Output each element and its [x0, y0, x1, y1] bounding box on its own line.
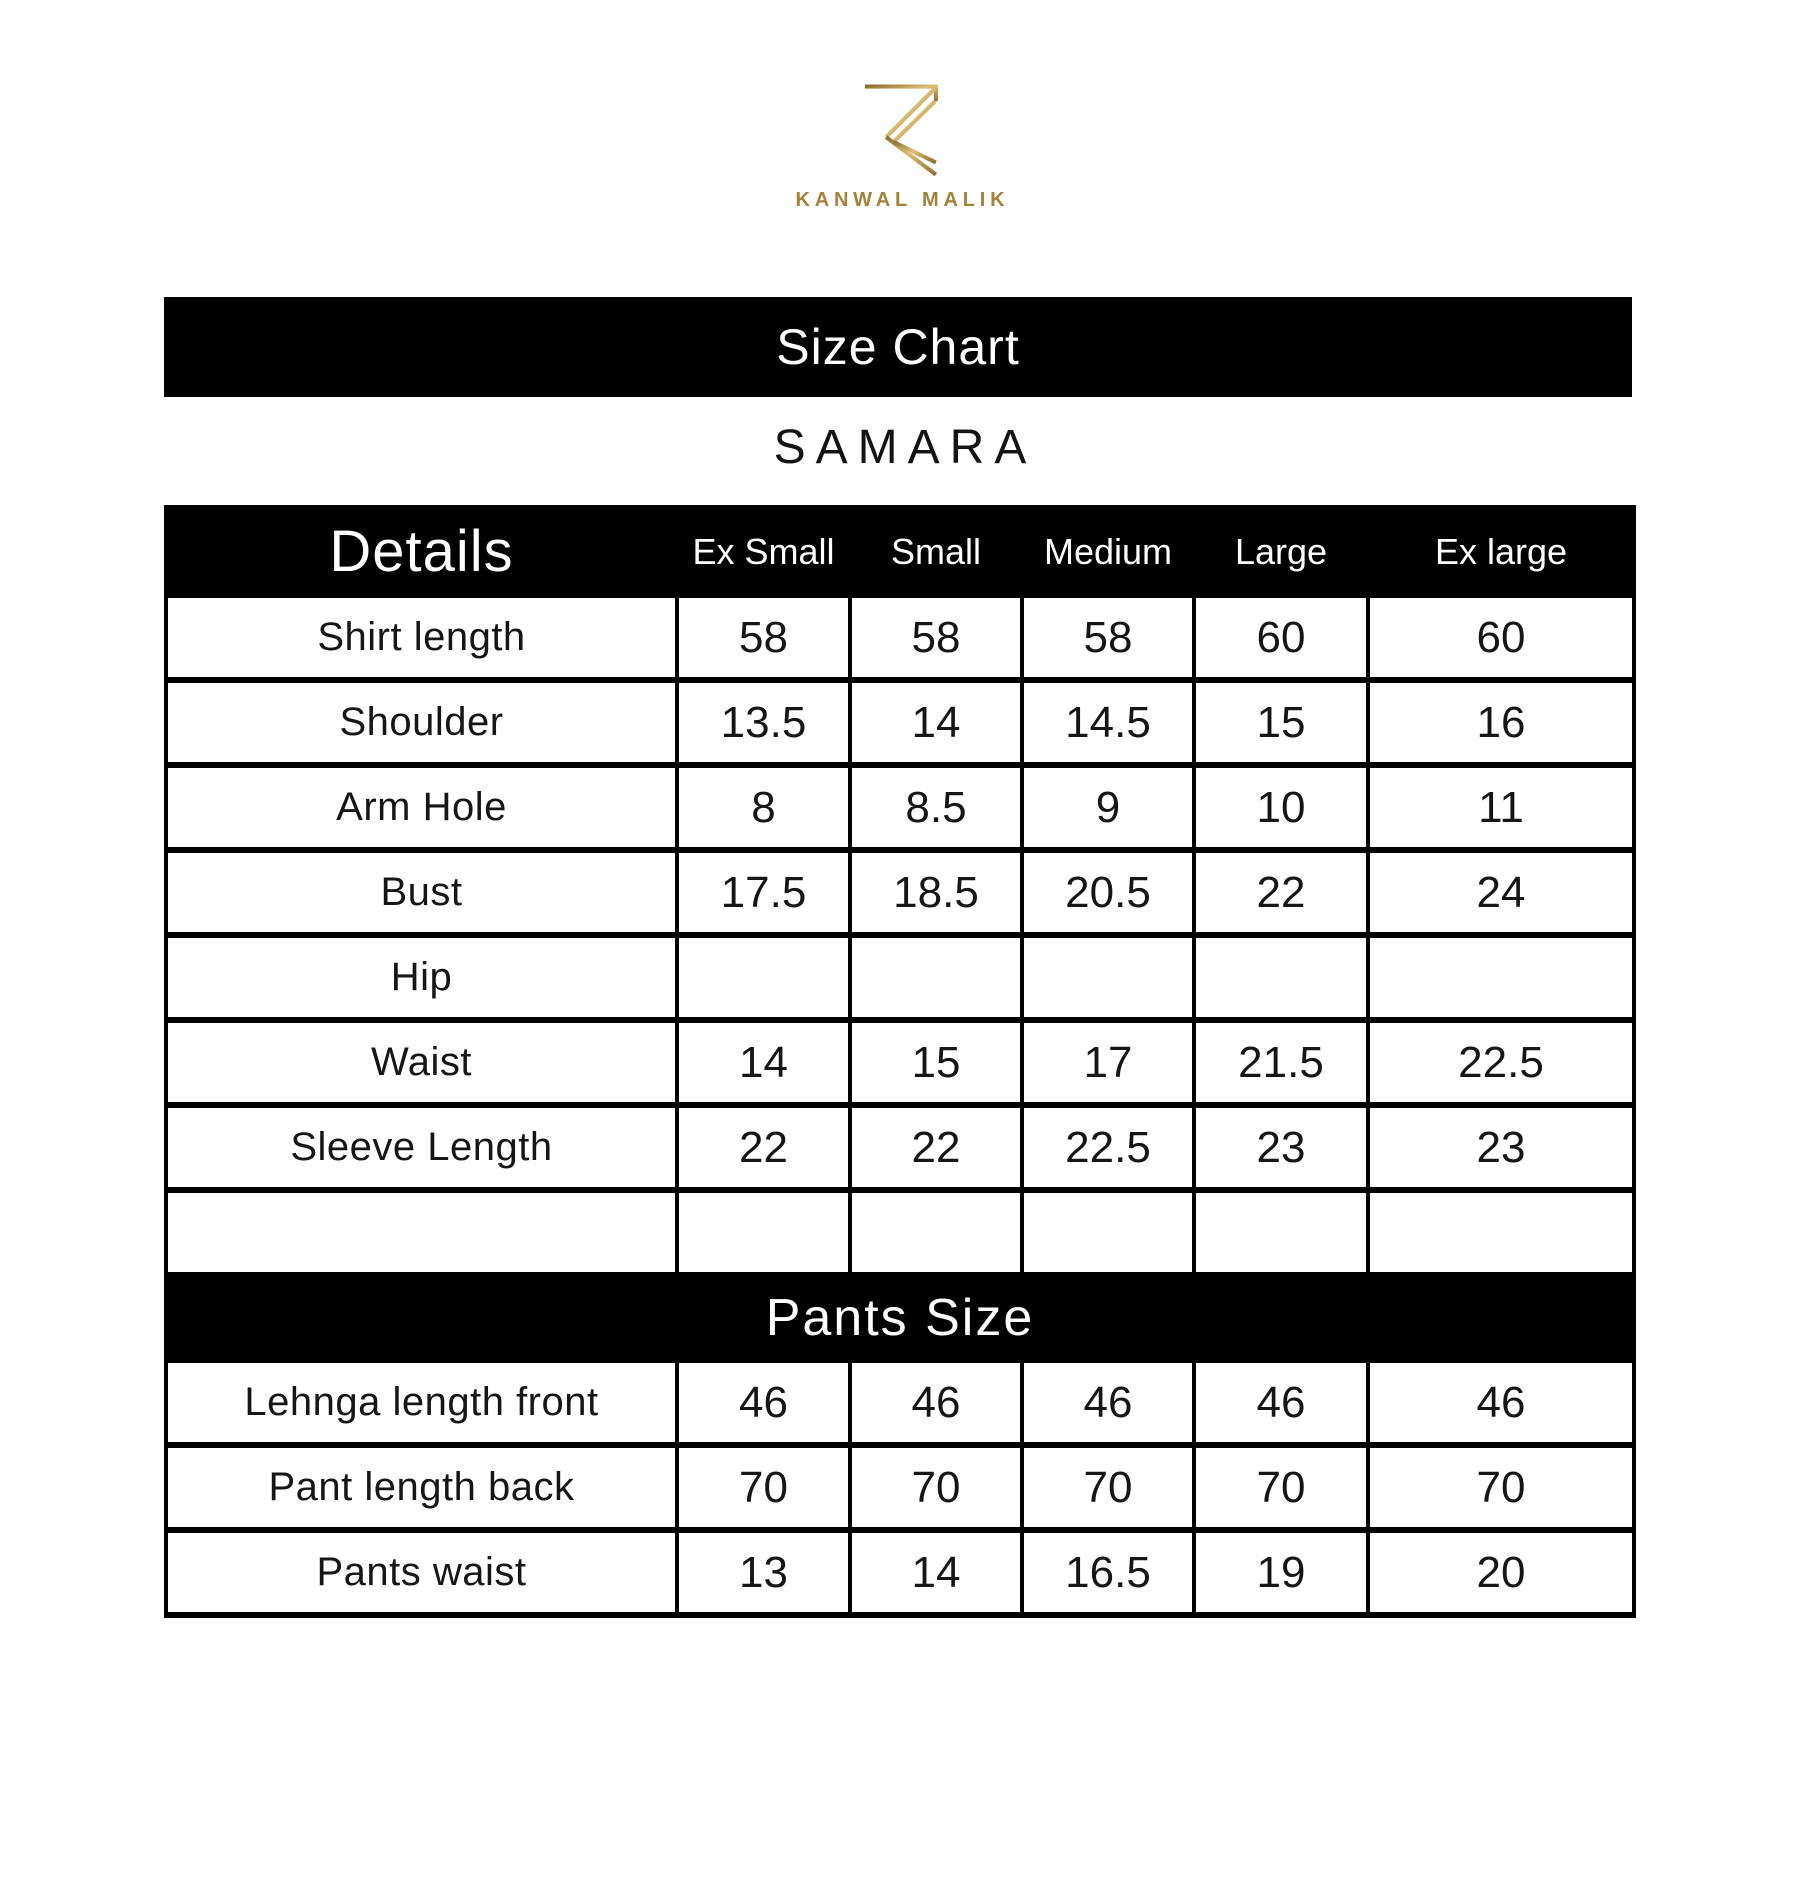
measurement-value: 16 — [1368, 680, 1634, 765]
measurement-value — [677, 935, 850, 1020]
measurement-value: 70 — [677, 1445, 850, 1530]
measurement-value: 70 — [1368, 1445, 1634, 1530]
measurement-value — [1194, 935, 1368, 1020]
measurement-value — [850, 1190, 1022, 1275]
measurement-value: 46 — [1368, 1360, 1634, 1445]
table-row — [166, 935, 1634, 1020]
measurement-value: 23 — [1368, 1105, 1634, 1190]
measurement-label: Lehnga length front — [166, 1360, 677, 1445]
measurement-value: 17.5 — [677, 850, 850, 935]
measurement-value: 58 — [850, 595, 1022, 680]
measurement-value: 14 — [850, 1530, 1022, 1615]
column-header-medium: Medium — [1022, 508, 1194, 595]
measurement-value: 14.5 — [1022, 680, 1194, 765]
table-row — [166, 850, 1634, 935]
measurement-value: 10 — [1194, 765, 1368, 850]
measurement-value — [1368, 1190, 1634, 1275]
measurement-value: 13.5 — [677, 680, 850, 765]
table-row — [166, 1530, 1634, 1615]
table-row — [166, 680, 1634, 765]
measurement-value — [1022, 935, 1194, 1020]
column-header-large: Large — [1194, 508, 1368, 595]
table-row — [166, 595, 1634, 680]
measurement-value: 58 — [677, 595, 850, 680]
measurement-value: 15 — [850, 1020, 1022, 1105]
measurement-label: Shoulder — [166, 680, 677, 765]
kanwal-malik-monogram-icon — [858, 80, 942, 182]
measurement-value: 8.5 — [850, 765, 1022, 850]
measurement-value: 70 — [1022, 1445, 1194, 1530]
column-header-ex-small: Ex Small — [677, 508, 850, 595]
measurement-value: 60 — [1194, 595, 1368, 680]
measurement-value: 70 — [1194, 1445, 1368, 1530]
pants-size-banner — [166, 1275, 1634, 1360]
measurement-value: 70 — [850, 1445, 1022, 1530]
measurement-value: 21.5 — [1194, 1020, 1368, 1105]
size-chart-banner — [164, 297, 1632, 397]
details-header: Details — [166, 508, 677, 595]
measurement-value: 60 — [1368, 595, 1634, 680]
measurement-label: Bust — [166, 850, 677, 935]
measurement-value: 23 — [1194, 1105, 1368, 1190]
measurement-value: 22 — [850, 1105, 1022, 1190]
measurement-value: 46 — [850, 1360, 1022, 1445]
measurement-label — [166, 1190, 677, 1275]
measurement-value: 17 — [1022, 1020, 1194, 1105]
measurement-value: 8 — [677, 765, 850, 850]
pants-measurements-section — [166, 1360, 1634, 1615]
column-header-small: Small — [850, 508, 1022, 595]
size-chart-title: Size Chart — [776, 319, 1020, 375]
measurement-value: 46 — [677, 1360, 850, 1445]
column-header-ex-large: Ex large — [1368, 508, 1634, 595]
measurement-value: 24 — [1368, 850, 1634, 935]
measurement-label: Pants waist — [166, 1530, 677, 1615]
measurement-label: Waist — [166, 1020, 677, 1105]
table-row — [166, 1360, 1634, 1445]
measurement-value: 22 — [1194, 850, 1368, 935]
measurement-value — [1194, 1190, 1368, 1275]
table-row — [166, 1190, 1634, 1275]
pants-size-banner-row — [166, 1275, 1634, 1360]
measurement-value: 9 — [1022, 765, 1194, 850]
measurement-label: Arm Hole — [166, 765, 677, 850]
product-name: SAMARA — [773, 421, 1037, 474]
table-row — [166, 1445, 1634, 1530]
measurement-value: 46 — [1022, 1360, 1194, 1445]
pants-banner-section — [166, 1275, 1634, 1360]
measurement-value: 22.5 — [1368, 1020, 1634, 1105]
shirt-measurements-section — [166, 595, 1634, 1275]
measurement-value: 13 — [677, 1530, 850, 1615]
table-row — [166, 1105, 1634, 1190]
measurement-label: Shirt length — [166, 595, 677, 680]
measurement-value: 16.5 — [1022, 1530, 1194, 1615]
measurement-value: 15 — [1194, 680, 1368, 765]
brand-name: KANWAL MALIK — [795, 189, 1010, 211]
measurement-value: 46 — [1194, 1360, 1368, 1445]
measurement-value: 19 — [1194, 1530, 1368, 1615]
measurement-value: 14 — [677, 1020, 850, 1105]
table-header-row — [166, 508, 1634, 595]
measurement-label: Hip — [166, 935, 677, 1020]
pants-size-title: Pants Size — [765, 1288, 1035, 1347]
measurement-value — [1022, 1190, 1194, 1275]
measurement-value: 22 — [677, 1105, 850, 1190]
measurement-value: 20.5 — [1022, 850, 1194, 935]
measurement-value: 58 — [1022, 595, 1194, 680]
measurement-value: 18.5 — [850, 850, 1022, 935]
measurement-value — [677, 1190, 850, 1275]
measurement-label: Pant length back — [166, 1445, 677, 1530]
measurement-value — [850, 935, 1022, 1020]
table-row — [166, 1020, 1634, 1105]
measurement-value: 22.5 — [1022, 1105, 1194, 1190]
measurement-value: 11 — [1368, 765, 1634, 850]
measurement-value — [1368, 935, 1634, 1020]
table-row — [166, 765, 1634, 850]
brand-logo — [0, 80, 1800, 212]
measurement-label: Sleeve Length — [166, 1105, 677, 1190]
measurement-value: 20 — [1368, 1530, 1634, 1615]
size-table — [164, 505, 1636, 1618]
measurement-value: 14 — [850, 680, 1022, 765]
